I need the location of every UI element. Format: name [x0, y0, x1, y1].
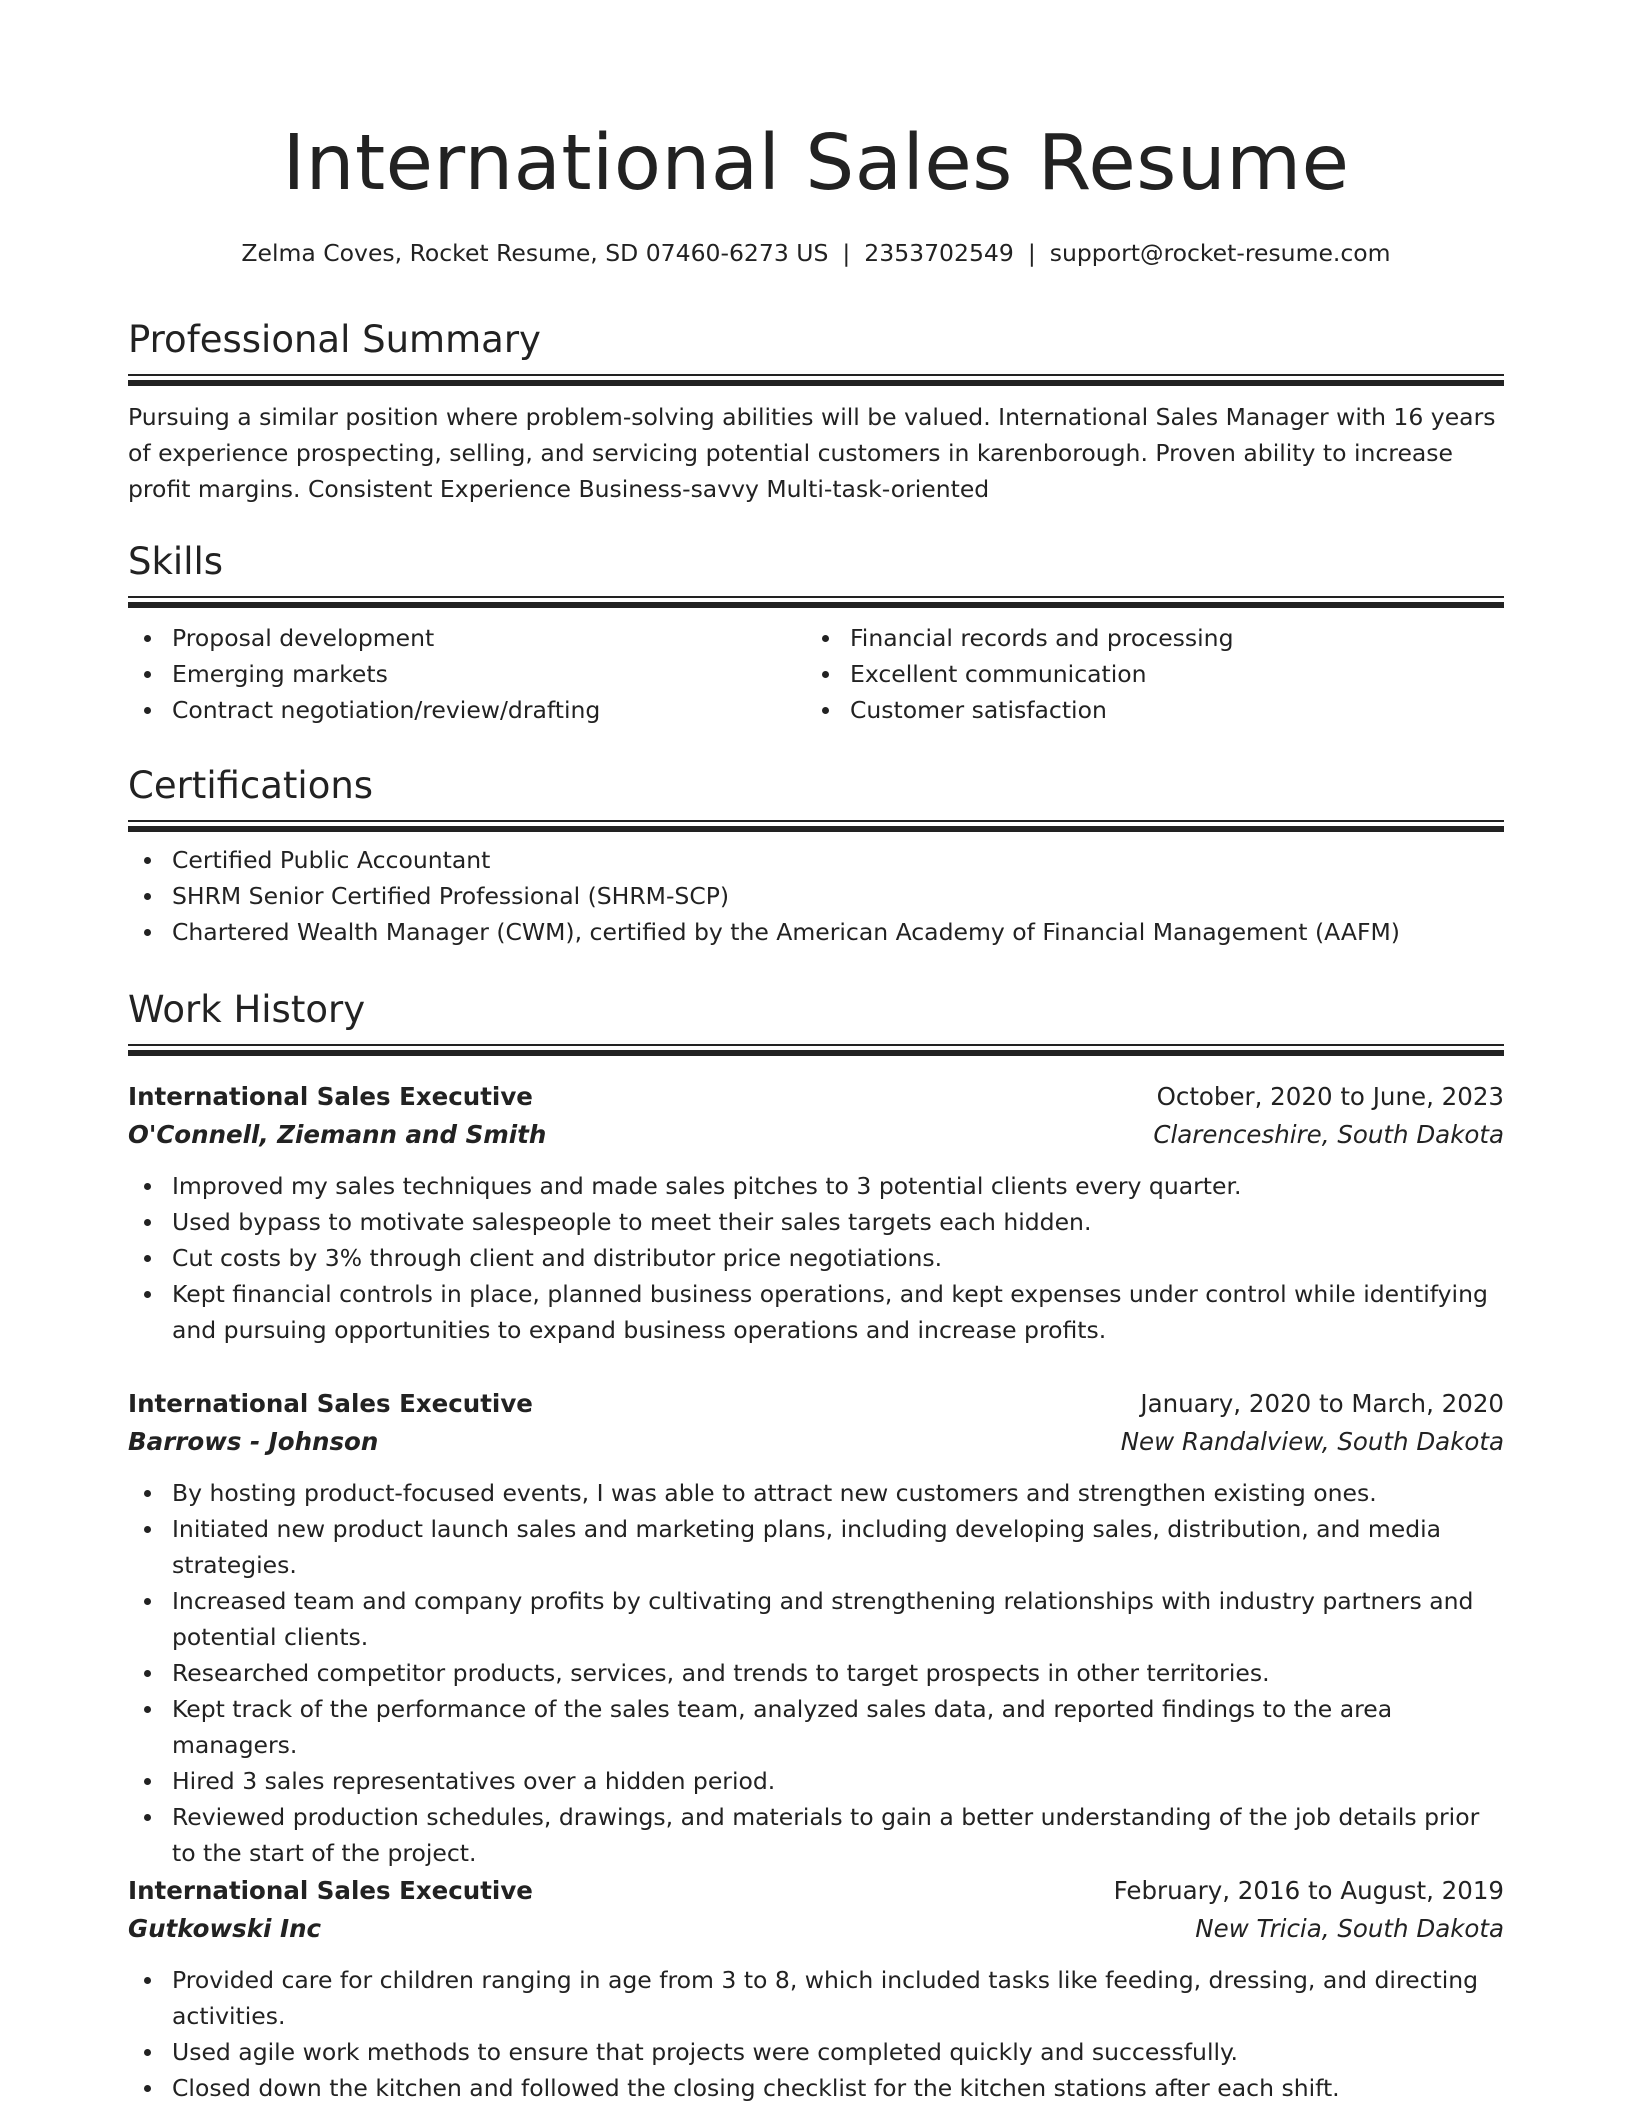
job-bullet: Initiated new product launch sales and marketing plans, including developing sales, distribution, and media strategies. [128, 1511, 1504, 1583]
section-divider [128, 374, 1504, 386]
job-bullet: Increased team and company profits by cultivating and strengthening relationships with industry partners and potential clients. [128, 1583, 1504, 1655]
skills-section [128, 540, 1504, 728]
contact-address: Zelma Coves, Rocket Resume, SD 07460-6273 US [241, 239, 829, 267]
job-bullet: Closed down the kitchen and followed the closing checklist for the kitchen stations after each shift. [128, 2070, 1504, 2106]
job-company: Gutkowski Inc [128, 1914, 322, 1943]
skill-item: Emerging markets [128, 656, 806, 692]
section-divider [128, 820, 1504, 832]
certifications-list [128, 842, 1504, 950]
summary-text: Pursuing a similar position where problem-solving abilities will be valued. International Sales Manager with 16 years of experience prospecting, selling, and servicing potential customers in karenborough. Proven ability to increase profit margins. Consistent Experience Business-savvy Multi-task-oriented [128, 403, 1496, 504]
skill-item: Proposal development [128, 620, 806, 656]
certification-item: Certified Public Accountant [128, 842, 1504, 878]
resume-title: International Sales Resume [282, 119, 1350, 208]
job-dates: February, 2016 to August, 2019 [1113, 1876, 1504, 1905]
job-dates: January, 2020 to March, 2020 [1140, 1389, 1504, 1418]
contact-phone: 2353702549 [864, 239, 1014, 267]
job-bullets [128, 1475, 1504, 1871]
job-bullets [128, 1962, 1504, 2106]
job-bullet: Reviewed production schedules, drawings, and materials to gain a better understanding of the job details prior to the start of the project. [128, 1799, 1504, 1871]
job-company-row [128, 1910, 1504, 1948]
job-location: New Tricia, South Dakota [1195, 1914, 1504, 1943]
section-divider [128, 596, 1504, 608]
skills-column-right [806, 620, 1484, 728]
certifications-section [128, 764, 1504, 950]
job-header-row [128, 1872, 1504, 1910]
job-location: New Randalview, South Dakota [1120, 1427, 1504, 1456]
job-bullet: Provided care for children ranging in age from 3 to 8, which included tasks like feeding, dressing, and directing activities. [128, 1962, 1504, 2034]
job-header-row [128, 1385, 1504, 1423]
skill-item: Excellent communication [806, 656, 1484, 692]
job-bullet: Cut costs by 3% through client and distributor price negotiations. [128, 1240, 1504, 1276]
certification-item: SHRM Senior Certified Professional (SHRM-SCP) [128, 878, 1504, 914]
job-title: International Sales Executive [128, 1082, 533, 1111]
job-bullet: Used agile work methods to ensure that projects were completed quickly and successfully. [128, 2034, 1504, 2070]
work-entry [128, 1385, 1504, 1871]
skill-item: Contract negotiation/review/drafting [128, 692, 806, 728]
certification-item: Chartered Wealth Manager (CWM), certified by the American Academy of Financial Management (AAFM) [128, 914, 1504, 950]
job-bullet: Used bypass to motivate salespeople to meet their sales targets each hidden. [128, 1204, 1504, 1240]
contact-separator: | [1027, 239, 1036, 267]
skills-column-left [128, 620, 806, 728]
job-title: International Sales Executive [128, 1389, 533, 1418]
contact-email: support@rocket-resume.com [1049, 239, 1391, 267]
job-bullet: Researched competitor products, services, and trends to target prospects in other territories. [128, 1655, 1504, 1691]
section-title-certifications: Certifications [128, 764, 374, 807]
section-title-work-history: Work History [128, 988, 366, 1031]
job-bullet: Kept track of the performance of the sales team, analyzed sales data, and reported findings to the area managers. [128, 1691, 1504, 1763]
contact-line [128, 238, 1504, 269]
job-company-row [128, 1423, 1504, 1461]
section-divider [128, 1044, 1504, 1056]
work-entry [128, 1872, 1504, 2106]
contact-separator: | [842, 239, 851, 267]
work-history-section [128, 988, 1504, 1056]
job-bullet: Hired 3 sales representatives over a hidden period. [128, 1763, 1504, 1799]
job-bullet: By hosting product-focused events, I was able to attract new customers and strengthen existing ones. [128, 1475, 1504, 1511]
job-header-row [128, 1078, 1504, 1116]
job-dates: October, 2020 to June, 2023 [1156, 1082, 1504, 1111]
job-title: International Sales Executive [128, 1876, 533, 1905]
summary-section [128, 318, 1504, 507]
work-entry [128, 1078, 1504, 1348]
job-company-row [128, 1116, 1504, 1154]
job-location: Clarenceshire, South Dakota [1153, 1120, 1504, 1149]
job-company: Barrows - Johnson [128, 1427, 379, 1456]
skill-item: Customer satisfaction [806, 692, 1484, 728]
skills-grid [128, 620, 1504, 728]
section-title-skills: Skills [128, 540, 224, 583]
job-bullets [128, 1168, 1504, 1348]
job-bullet: Kept financial controls in place, planned business operations, and kept expenses under control while identifying and pursuing opportunities to expand business operations and increase profits. [128, 1276, 1504, 1348]
job-bullet: Improved my sales techniques and made sales pitches to 3 potential clients every quarter. [128, 1168, 1504, 1204]
skill-item: Financial records and processing [806, 620, 1484, 656]
job-company: O'Connell, Ziemann and Smith [128, 1120, 547, 1149]
section-title-summary: Professional Summary [128, 318, 541, 361]
